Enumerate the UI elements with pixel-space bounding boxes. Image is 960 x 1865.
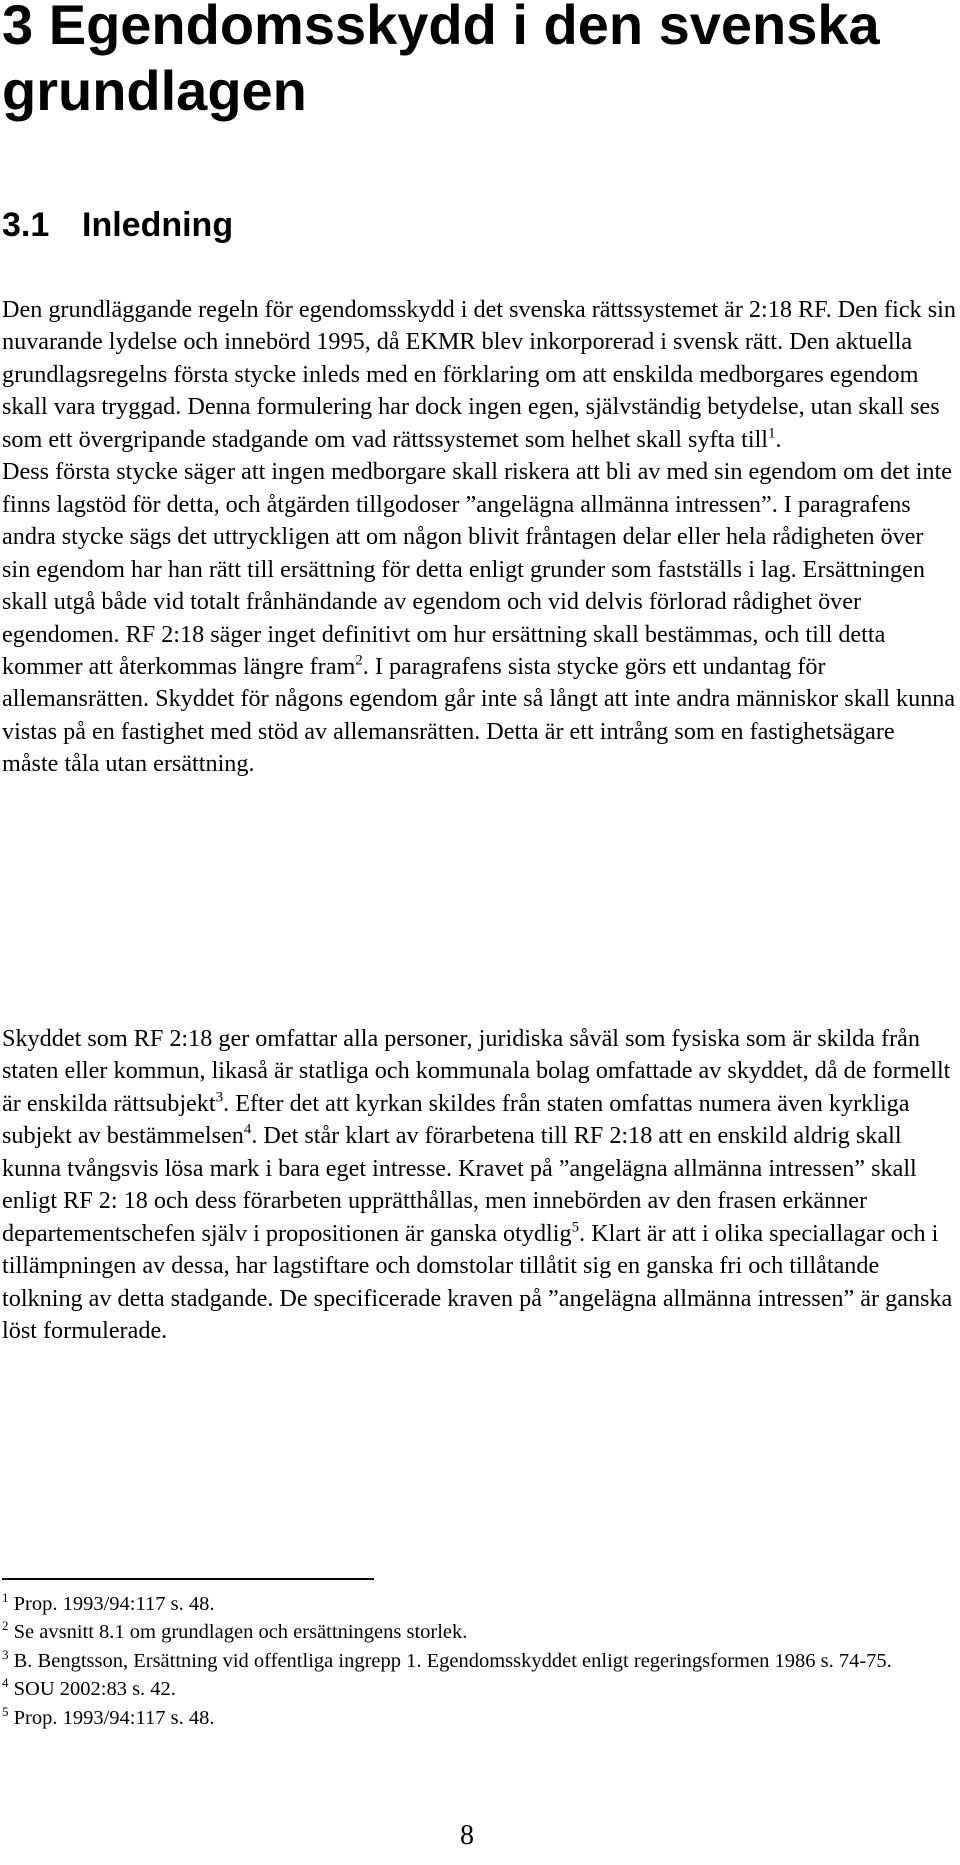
footnote-text: Se avsnitt 8.1 om grundlagen och ersättningens storlek. bbox=[13, 1621, 468, 1644]
footnotes bbox=[2, 1590, 942, 1732]
chapter-title: Egendomsskydd i den svenska grundlagen bbox=[2, 0, 880, 122]
section-heading bbox=[2, 205, 233, 245]
footnote-ref-1: 1 bbox=[768, 425, 776, 442]
chapter-heading bbox=[2, 0, 942, 124]
footnote-3 bbox=[2, 1647, 942, 1675]
paragraph-text: . Klart är att i olika speciallagar och i tillämpningen av dessa, har lagstiftare och domstolar tillåtit sig en ganska fri och tillåtande tolkning av detta stadgande. De specificerade kraven på ”angelägna allmänna intressen” är ganska löst formulerade. bbox=[2, 1219, 953, 1345]
paragraph-text: . Efter det att kyrkan skildes från staten omfattas numera även kyrkliga subjekt av bestämmelsen bbox=[2, 1089, 910, 1150]
footnote-ref-2: 2 bbox=[355, 652, 363, 669]
footnote-5 bbox=[2, 1704, 942, 1732]
footnote-number: 2 bbox=[2, 1618, 9, 1634]
body-paragraph-2 bbox=[2, 1023, 957, 1348]
footnote-text: SOU 2002:83 s. 42. bbox=[13, 1678, 176, 1701]
body-paragraph-1 bbox=[2, 294, 957, 781]
footnote-number: 3 bbox=[2, 1647, 9, 1663]
footnote-number: 1 bbox=[2, 1590, 9, 1606]
paragraph-text: . I paragrafens sista stycke görs ett undantag för allemansrätten. Skyddet för någons egendom går inte så långt att inte andra människor skall kunna vistas på en fastighet med stöd av allemansrätten. Detta är ett intrång som en fastighetsägare måste tåla utan ersättning. bbox=[2, 652, 956, 778]
footnote-number: 5 bbox=[2, 1703, 9, 1719]
footnote-number: 4 bbox=[2, 1675, 9, 1691]
paragraph-text: . bbox=[775, 425, 782, 453]
page-number: 8 bbox=[460, 1820, 474, 1851]
footnote-ref-5: 5 bbox=[571, 1219, 580, 1236]
footnote-ref-4: 4 bbox=[243, 1122, 252, 1139]
paragraph-text: . Det står klart av förarbetena till RF 2:18 att en enskild aldrig skall kunna tvångsvis lösa mark i bara eget intresse. Kravet på ”angelägna allmänna intressen” skall enligt RF 2: 18 och dess förarbeten upprätthållas, men innebörden av den frasen erkänner departementschefen själv i propositionen är ganska otydlig bbox=[2, 1122, 917, 1247]
footnote-1 bbox=[2, 1590, 942, 1618]
footnote-ref-3: 3 bbox=[215, 1089, 224, 1106]
paragraph-text: Den grundläggande regeln för egendomsskydd i det svenska rättssystemet är 2:18 RF. Den fick sin nuvarande lydelse och innebörd 1995, då EKMR blev inkorporerad i svensk rätt. Den aktuella grundlagsregelns första stycke inleds med en förklaring om att enskilda medborgares egendom skall vara tryggad. Denna formulering har dock ingen egen, självständig betydelse, utan skall ses som ett övergripande stadgande om vad rättssystemet som helhet skall syfta till bbox=[2, 296, 956, 453]
footnote-4 bbox=[2, 1675, 942, 1703]
footnote-text: Prop. 1993/94:117 s. 48. bbox=[13, 1593, 215, 1615]
chapter-number: 3 bbox=[2, 0, 34, 56]
footnote-2 bbox=[2, 1618, 942, 1646]
paragraph-text: Skyddet som RF 2:18 ger omfattar alla personer, juridiska såväl som fysiska som är skilda från staten eller kommun, likaså är statliga och kommunala bolag omfattade av skyddet, då de formellt är enskilda rättsubjekt bbox=[2, 1025, 951, 1117]
section-title: Inledning bbox=[82, 206, 234, 244]
footnote-text: B. Bengtsson, Ersättning vid offentliga ingrepp 1. Egendomsskyddet enligt regeringsformen 1986 s. 74-75. bbox=[13, 1649, 892, 1672]
footnote-text: Prop. 1993/94:117 s. 48. bbox=[13, 1706, 215, 1729]
footnote-separator bbox=[2, 1578, 374, 1580]
section-number: 3.1 bbox=[2, 206, 50, 244]
paragraph-text: Dess första stycke säger att ingen medborgare skall riskera att bli av med sin egendom om det inte finns lagstöd för detta, och åtgärden tillgodoser ”angelägna allmänna intressen”. I paragrafens andra stycke sägs det uttryckligen att om någon blivit fråntagen delar eller hela rådigheten över sin egendom har han rätt till ersättning för detta enligt grunder som fastställs i lag. Ersättningen skall utgå både vid totalt frånhändande av egendom och vid delvis förlorad rådighet över egendomen. RF 2:18 säger inget definitivt om hur ersättning skall bestämmas, och till detta kommer att återkommas längre fram bbox=[2, 458, 952, 680]
